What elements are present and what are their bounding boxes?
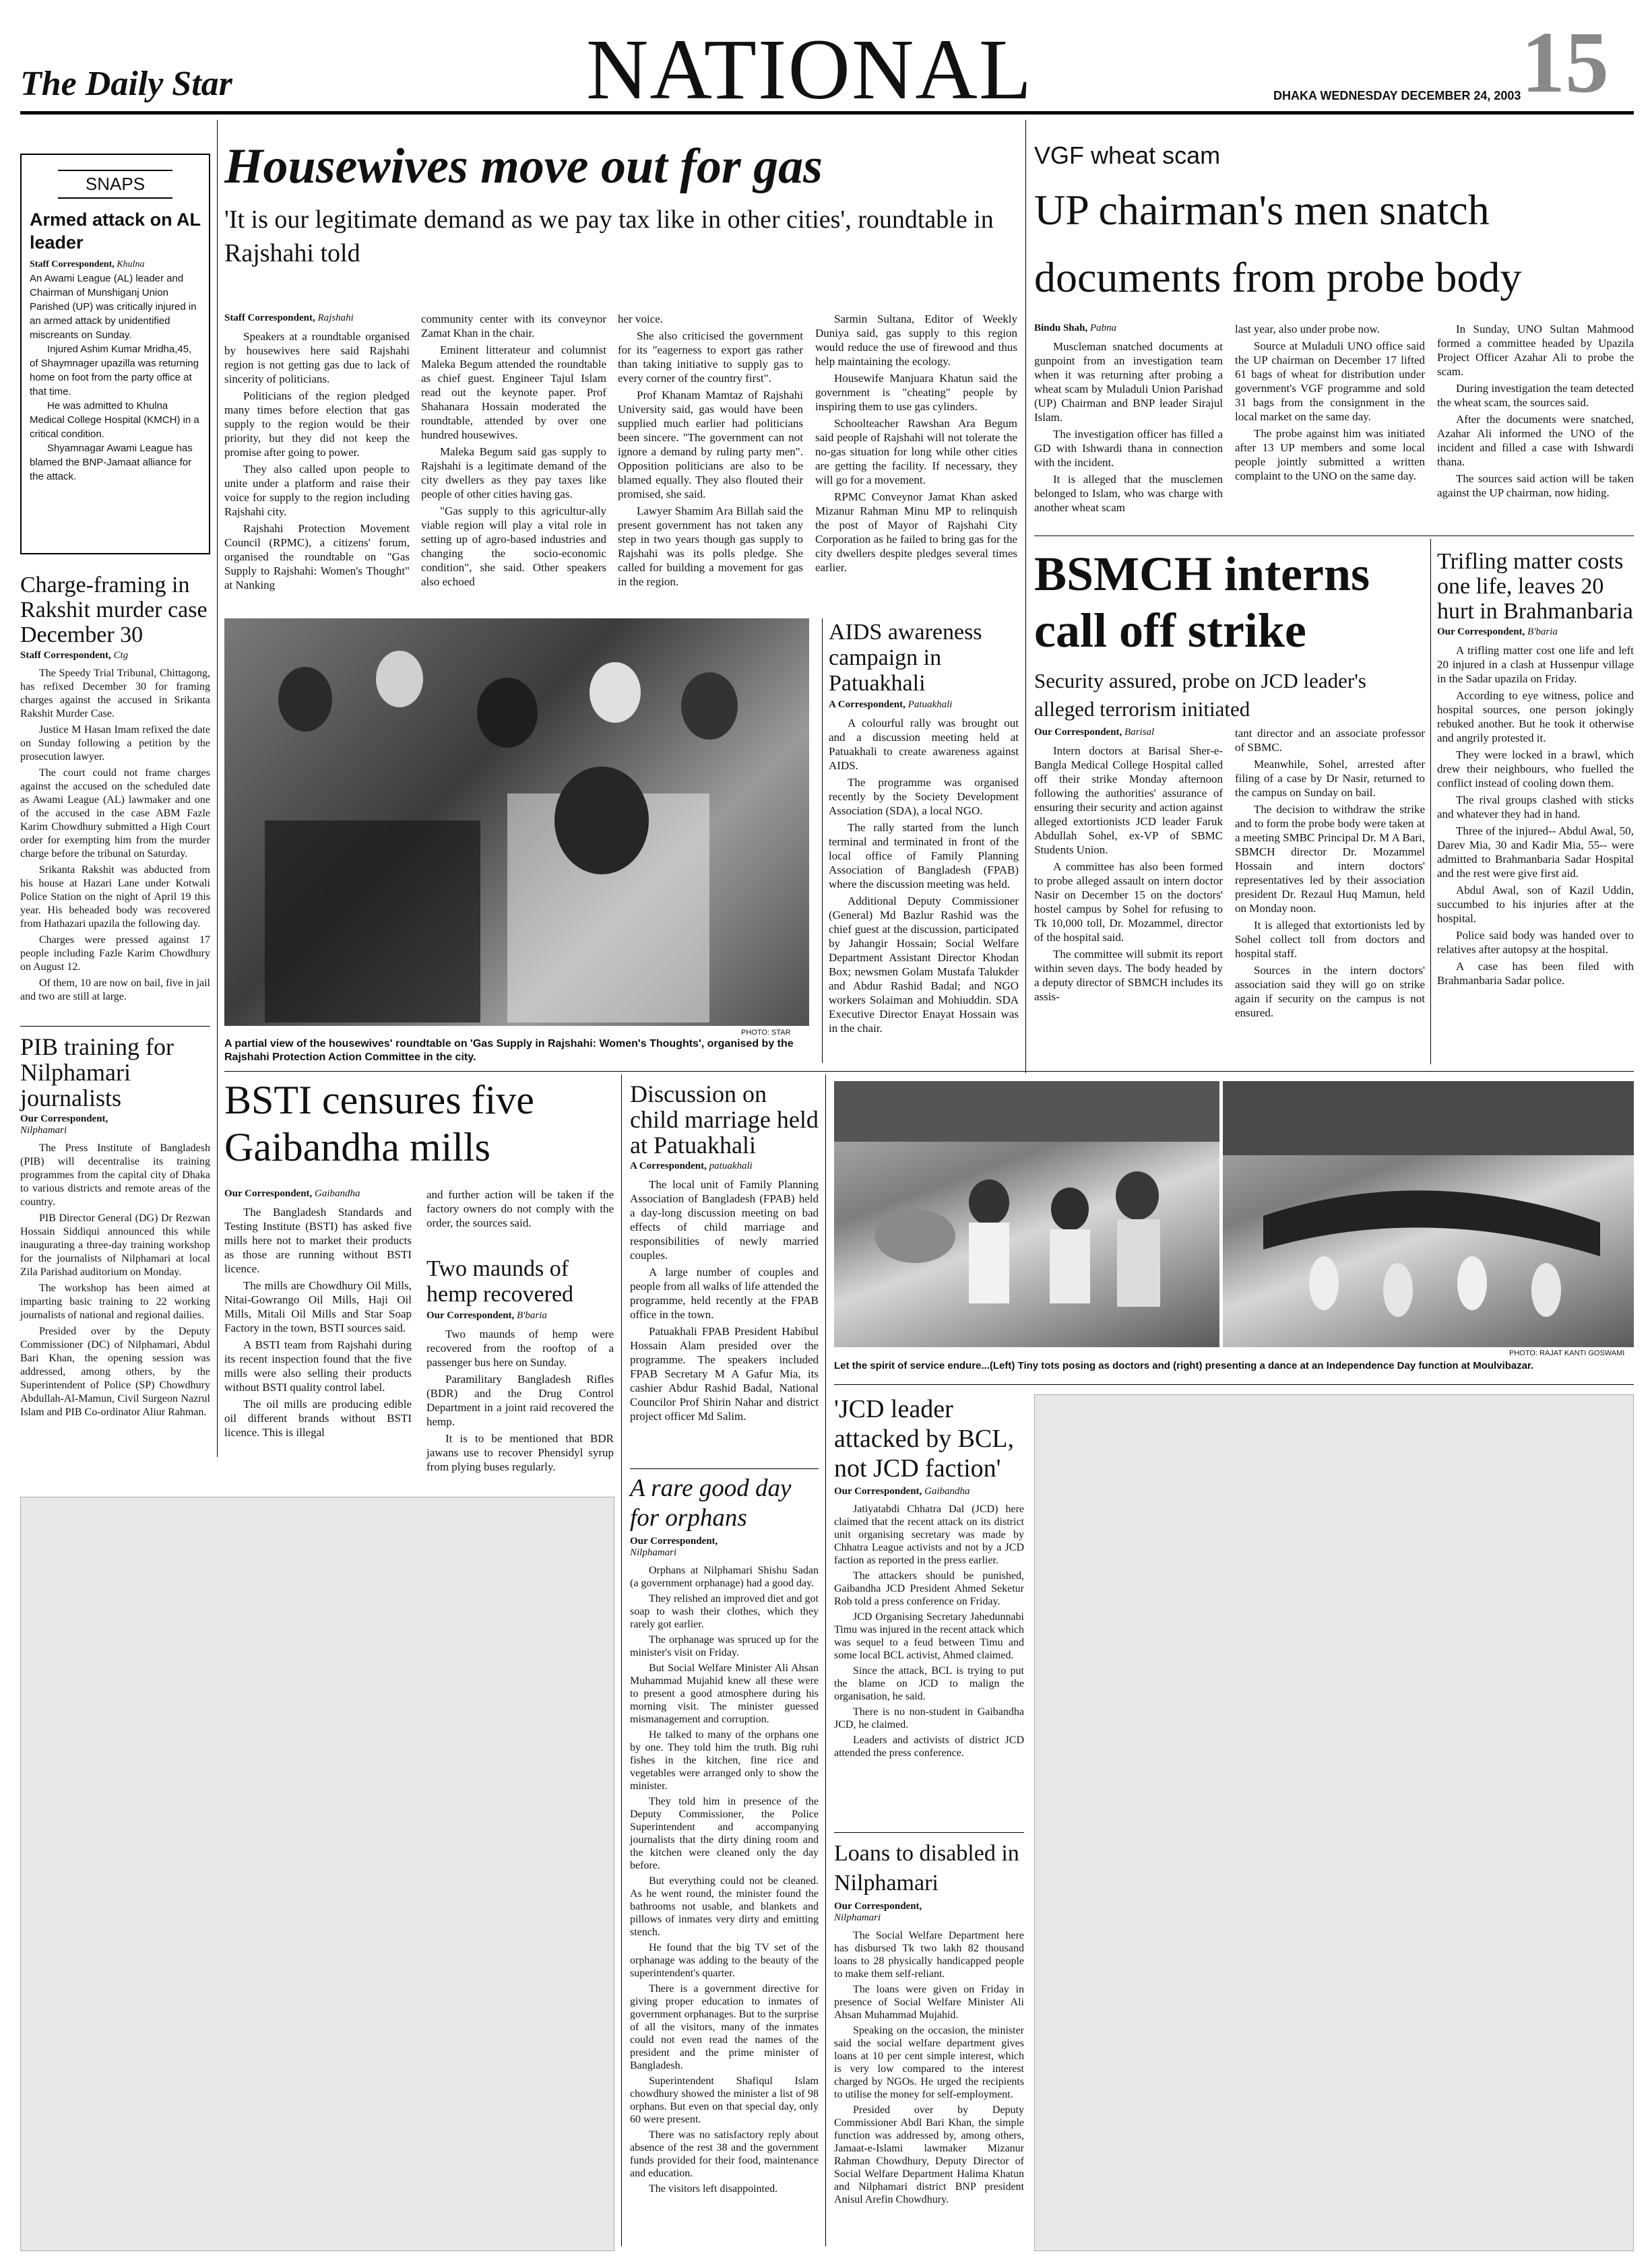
paragraph: The mills are Chowdhury Oil Mills, Nitai-Gowrango Oil Mills, Haji Oil Mills, Mitali Oil Mills and Star Soap Factory in the town, BSTI sources said. — [224, 1279, 412, 1334]
paragraph: Presided over by Deputy Commissioner Abdl Bari Khan, the simple function was addressed by, among others, Jamaat-e-Islami lawmaker Mizanur Rahman Chowdhury, Deputy Director of Social Welfare Department Halima Khatun and Nilphamari district BNP president Anisul Arefin Chowdhury. — [834, 2104, 1024, 2205]
paragraph: Source at Muladuli UNO office said the UP chairman on December 17 lifted 61 bags of wheat for distribution under government's VGF programme and sold 31 bags from the consignment in the local market on the same day. — [1235, 339, 1425, 423]
trifling-byline-place: B'baria — [1527, 626, 1558, 637]
vgf-story — [1034, 141, 1634, 311]
paragraph: Presided over by the Deputy Commissioner (DC) of Nilphamari, Abdul Bari Khan, the opening session was addressed, among others, by the Superintendent of Police (SP) Chowdhury Abdullah-Al-Mamun, Civil Surgeon Nazrul Islam and PIB Co-ordinator Aliur Rahman. — [20, 1326, 210, 1418]
paragraph: Police said body was handed over to relatives after autopsy at the hospital. — [1437, 929, 1634, 956]
roundtable-photo — [224, 618, 809, 1026]
bsti-headline: BSTI censures five Gaibandha mills — [224, 1078, 534, 1169]
paragraph: Schoolteacher Rawshan Ara Begum said people of Rajshahi will not tolerate the no-gas situation for long while other cities are getting the facility. If necessary, they will go for a movement. — [815, 417, 1017, 486]
paragraph: In Sunday, UNO Sultan Mahmood formed a committee headed by Upazila Project Officer Azahar Ali to probe the scam. — [1437, 323, 1634, 378]
paragraph: Eminent litterateur and columnist Maleka Begum attended the roundtable as chief guest. Engineer Tajul Islam read out the keynote paper. Prof Shahanara Hossain moderated the roundtable, attended by over one hundred housewives. — [421, 344, 606, 441]
snaps-byline-place: Khulna — [117, 259, 145, 269]
divider — [834, 1832, 1024, 1833]
tots-figures — [834, 1081, 1219, 1347]
paragraph: Sarmin Sultana, Editor of Weekly Duniya said, gas supply to this region would reduce the use of firewood and thus help maintaining the ecology. — [815, 313, 1017, 368]
bsmch-body-1 — [1034, 744, 1223, 1004]
bsti-story — [224, 1076, 615, 1171]
charge-story — [20, 573, 210, 1006]
paragraph: The committee will submit its report within seven days. The body headed by a deputy director of SBMCH includes its assis- — [1034, 948, 1223, 1003]
paragraph: They were locked in a brawl, which drew their neighbours, who fuelled the conflict instead of cooling down them. — [1437, 748, 1634, 789]
paragraph: There is a government directive for giving proper education to inmates of government orphanages. But to the surprise of all the visitors, many of the inmates could not even read the names of the president and the prime minister of Bangladesh. — [630, 1983, 819, 2071]
paragraph: Jatiyatabdi Chhatra Dal (JCD) here claimed that the recent attack on its district unit organising secretary was made by Chhatra League activists and not by a JCD faction as reported in the press earlier. — [834, 1503, 1024, 1566]
paragraph: Orphans at Nilphamari Shishu Sadan (a government orphanage) had a good day. — [630, 1565, 819, 1589]
gas-subhead: 'It is our legitimate demand as we pay tax like in other cities', roundtable in Rajshahi told — [224, 205, 994, 267]
paragraph: A large number of couples and people from all walks of life attended the programme, held recently at the FPAB office in the town. — [630, 1266, 819, 1321]
dance-photo-credit: PHOTO: RAJAT KANTI GOSWAMI — [1509, 1349, 1625, 1357]
paragraph: Housewife Manjuara Khatun said the government is "cheating" people by inspiring them to use gas cylinders. — [815, 372, 1017, 413]
roundtable-photo-credit: PHOTO: STAR — [741, 1029, 791, 1037]
gas-col-2 — [421, 312, 606, 591]
paragraph: They told him in presence of the Deputy Commissioner, the Police Superintendent and accompanying journalists that the dirty dining room and the kitchen were cleaned only the day before. — [630, 1796, 819, 1871]
paragraph: The loans were given on Friday in presence of Social Welfare Minister Ali Ahsan Muhammad Mujahid. — [834, 1984, 1024, 2021]
paragraph: During investigation the team detected the wheat scam, the sources said. — [1437, 382, 1634, 409]
bsti-byline — [224, 1188, 412, 1200]
pib-byline — [20, 1113, 210, 1136]
ad-space-left — [20, 1497, 614, 2251]
aids-body — [829, 716, 1019, 1035]
snaps-headline: Armed attack on AL leader — [30, 209, 201, 253]
loans-headline: Loans to disabled in Nilphamari — [834, 1841, 1019, 1896]
jcd-byline-text: Our Correspondent, — [834, 1486, 922, 1497]
pib-story — [20, 1034, 210, 1422]
roundtable-caption: A partial view of the housewives' roundtable on 'Gas Supply in Rajshahi: Women's Thoughts', organised by the Rajshahi Protection Action Committee in the city. — [224, 1038, 794, 1063]
photo-figures — [224, 618, 809, 1026]
charge-headline: Charge-framing in Rakshit murder case December 30 — [20, 573, 208, 647]
trifling-byline — [1437, 626, 1634, 638]
orphans-byline — [630, 1536, 819, 1559]
hemp-byline — [426, 1310, 614, 1322]
paragraph: But Social Welfare Minister Ali Ahsan Muhammad Mujahid knew all these were to present a good atmosphere during his morning visit. The minister guessed mismanagement and corruption. — [630, 1662, 819, 1725]
gas-col-3 — [618, 312, 803, 591]
paragraph: The Speedy Trial Tribunal, Chittagong, has refixed December 30 for framing charges against the accused in Srikanta Rakshit Murder Case. — [20, 668, 210, 719]
charge-body — [20, 667, 210, 1004]
paragraph: Maleka Begum said gas supply to Rajshahi is a legitimate demand of the city dwellers as they pay taxes like people of other cities having gas. — [421, 445, 606, 500]
paragraph: It is to be mentioned that BDR jawans use to recover Phensidyl syrup from plying buses regularly. — [426, 1432, 614, 1473]
tots-photo — [834, 1081, 1219, 1347]
charge-byline — [20, 650, 210, 661]
paragraph: Additional Deputy Commissioner (General) Md Bazlur Rashid was the chief guest at the discussion, participated by Jahangir Hossain; Social Welfare Department Assistant Director Khodan Box; newsmen Golam Mustafa Talukder and Abdur Rashid Badal; and NGO workers Solaiman and Mohiuddin. SDA Executive Director Enayat Hossain was in the chair. — [829, 895, 1019, 1035]
trifling-body — [1437, 643, 1634, 987]
paragraph: The orphanage was spruced up for the minister's visit on Friday. — [630, 1634, 819, 1658]
section-title: NATIONAL — [586, 22, 1033, 117]
orphans-byline-text: Our Correspondent, — [630, 1536, 718, 1547]
gas-col-4 — [815, 312, 1017, 577]
charge-byline-place: Ctg — [113, 650, 129, 661]
paragraph: There is no non-student in Gaibandha JCD, he claimed. — [834, 1706, 1024, 1730]
paragraph: An Awami League (AL) leader and Chairman of Munshiganj Union Parished (UP) was critically injured in an armed attack by unidentified miscreants on Sunday. — [30, 273, 197, 341]
paragraph: He was admitted to Khulna Medical College Hospital (KMCH) in a critical condition. — [30, 400, 199, 440]
masthead-rule — [20, 111, 1634, 115]
paragraph: Intern doctors at Barisal Sher-e-Bangla Medical College Hospital called off their strike Monday afternoon following the authorities' assurance of ensuring their security and action against alleged extortionists JCD leader Faruk Abdullah Sohel, ex-VP of SBMC Students Union. — [1034, 744, 1223, 856]
paragraph: community center with its conveynor Zamat Khan in the chair. — [421, 313, 606, 339]
paragraph: There was no satisfactory reply about absence of the rest 38 and the government funds provided for their food, maintenance and education. — [630, 2129, 819, 2179]
paragraph: Superintendent Shafiqul Islam chowdhury showed the minister a list of 98 orphans. But even on that special day, only 60 were present. — [630, 2075, 819, 2125]
pib-headline: PIB training for Nilphamari journalists — [20, 1033, 174, 1111]
column-rule — [1025, 120, 1026, 1073]
paragraph: A colourful rally was brought out and a discussion meeting held at Patuakhali to create awareness against AIDS. — [829, 717, 1019, 772]
paragraph: Meanwhile, Sohel, arrested after filing of a case by Dr Nasir, returned to the campus on Sunday on bail. — [1235, 758, 1425, 799]
paragraph: The investigation officer has filled a GD with Ishwardi thana in connection with the incident. — [1034, 428, 1223, 469]
jcd-headline: 'JCD leader attacked by BCL, not JCD faction' — [834, 1395, 1014, 1483]
bsti-byline-place: Gaibandha — [315, 1188, 360, 1199]
paragraph: A trifling matter cost one life and left 20 injured in a clash at Hussenpur village in the Sadar upazila on Friday. — [1437, 644, 1634, 685]
orphans-story — [630, 1474, 819, 2198]
paragraph: The workshop has been aimed at imparting basic training to 22 working journalists of national and regional dailies. — [20, 1283, 210, 1321]
bsmch-col-1 — [1034, 724, 1223, 1006]
hemp-byline-place: B'baria — [517, 1310, 547, 1321]
paragraph: The decision to withdraw the strike and to form the probe body were taken at a meeting SMBC Principal Dr. M A Bari, SBMCH director Dr. Mozammel Hossain and intern doctors' representatives led by their association president Dr. Rezaul Huq Mamun, held on Monday noon. — [1235, 803, 1425, 915]
loans-body — [834, 1929, 1024, 2206]
trifling-story — [1437, 549, 1634, 990]
loans-byline — [834, 1901, 1024, 1924]
child-body — [630, 1177, 819, 1423]
paragraph: It is alleged that extortionists led by Sohel collect toll from doctors and hospital staff. — [1235, 919, 1425, 960]
paragraph: Srikanta Rakshit was abducted from his house at Hazari Lane under Kotwali Police Station on the night of April 19 this year. His beheaded body was recovered from Hathazari upazila the following day. — [20, 864, 210, 930]
vgf-col-1 — [1034, 320, 1223, 517]
paragraph: The court could not frame charges against the accused on the scheduled date as Awami League (AL) lawmaker and one of the accused in the case ABM Fazle Karim Chowdhury submitted a High Court order for exempting him from the murder charge before the tribunal on Saturday. — [20, 767, 210, 860]
vgf-col-2 — [1235, 322, 1425, 486]
charge-byline-text: Staff Correspondent, — [20, 650, 111, 661]
aids-byline-text: A Correspondent, — [829, 699, 906, 710]
jcd-byline-place: Gaibandha — [924, 1486, 970, 1497]
paragraph: Speaking on the occasion, the minister said the social welfare department gives loans at 10 per cent simple interest, which is very low compared to the interest charged by NGOs. He urged the recipients to utilise the money for self-employment. — [834, 2025, 1024, 2100]
loans-byline-place: Nilphamari — [834, 1912, 881, 1923]
bsmch-byline-place: Barisal — [1124, 727, 1155, 738]
divider — [20, 1026, 210, 1027]
paragraph: Prof Khanam Mamtaz of Rajshahi University said, gas would have been supplied much earlier had politicians been sincere. "The government can not ignore a demand by ruling party men". Opposition politicians are also to be blamed equally. They also flouted their promised, she said. — [618, 389, 803, 500]
paragraph: Three of the injured-- Abdul Awal, 50, Darev Mia, 30 and Kadir Mia, 55-- were admitted to Brahmanbaria Sadar Hospital and the rest were give first aid. — [1437, 824, 1634, 880]
paragraph: Injured Ashim Kumar Mridha,45, of Shaymnager upazilla was returning home on foot from the party office at that time. — [30, 344, 199, 397]
bsti-body-1 — [224, 1205, 412, 1439]
bsti-byline-text: Our Correspondent, — [224, 1188, 313, 1199]
hemp-body — [426, 1327, 614, 1474]
paragraph: He found that the big TV set of the orphanage was adding to the beauty of the superintendent's quarter. — [630, 1942, 819, 1979]
paragraph: The oil mills are producing edible oil different brands without BSTI licence. This is illegal — [224, 1398, 412, 1439]
paragraph: Muscleman snatched documents at gunpoint from an investigation team when it was returning after probing a wheat scam by Muladuli Union Parishad (UP) Chairman and BNP leader Sirajul Islam. — [1034, 340, 1223, 424]
gas-byline — [224, 313, 410, 324]
paragraph: She also criticised the government for its "eagerness to export gas rather than taking initiative to supply gas to every corner of the country first". — [618, 329, 803, 385]
hemp-headline: Two maunds of hemp recovered — [426, 1256, 574, 1307]
hemp-story — [426, 1256, 614, 1477]
paragraph: The Bangladesh Standards and Testing Institute (BSTI) has asked five mills here not to market their products as those are running without BSTI licence. — [224, 1206, 412, 1275]
gas-story — [224, 138, 1021, 270]
vgf-byline — [1034, 323, 1223, 334]
paragraph: The attackers should be punished, Gaibandha JCD President Ahmed Seketur Rob told a press conference on Friday. — [834, 1570, 1024, 1607]
aids-headline: AIDS awareness campaign in Patuakhali — [829, 620, 982, 696]
paragraph: and further action will be taken if the factory owners do not comply with the order, the sources said. — [426, 1188, 614, 1229]
vgf-col-3 — [1437, 322, 1634, 503]
bsti-col-1 — [224, 1186, 412, 1442]
aids-story — [829, 620, 1019, 1038]
paragraph: Since the attack, BCL is trying to put the blame on JCD to malign the organisation, he said. — [834, 1665, 1024, 1702]
paragraph: They also called upon people to unite under a platform and raise their voice for supply to the region including Rajshahi city. — [224, 463, 410, 518]
bsmch-story — [1034, 546, 1425, 723]
divider — [630, 1468, 819, 1469]
orphans-headline: A rare good day for orphans — [630, 1475, 792, 1532]
bsmch-byline — [1034, 727, 1223, 738]
bsmch-subhead: Security assured, probe on JCD leader's alleged terrorism initiated — [1034, 669, 1366, 721]
dance-figures — [1223, 1081, 1634, 1347]
child-story — [630, 1081, 819, 1426]
paragraph: He talked to many of the orphans one by one. They told him the truth. Big ruhi fishes in the kitchen, fine rice and vegetables were arranged only to show the minister. — [630, 1729, 819, 1792]
dance-caption: Let the spirit of service endure...(Left) Tiny tots posing as doctors and (right) presenting a dance at an Independence Day function at Moulvibazar. — [834, 1360, 1534, 1371]
paragraph: The Press Institute of Bangladesh (PIB) will decentralise its training programmes from the capital city of Dhaka to various districts and remote areas of the country. — [20, 1142, 210, 1208]
paragraph: last year, also under probe now. — [1235, 323, 1380, 335]
paragraph: tant director and an associate professor of SBMC. — [1235, 727, 1425, 754]
bsti-col-2 — [426, 1188, 614, 1233]
snaps-byline — [30, 259, 201, 270]
loans-byline-text: Our Correspondent, — [834, 1901, 922, 1912]
ad-space-right — [1034, 1394, 1634, 2251]
snaps-byline-text: Staff Correspondent, — [30, 259, 115, 269]
pib-byline-place: Nilphamari — [20, 1125, 67, 1136]
divider — [224, 1071, 1634, 1072]
child-byline-place: patuakhali — [709, 1161, 753, 1171]
divider — [834, 1384, 1634, 1385]
gas-byline-place: Rajshahi — [317, 313, 354, 323]
paragraph: According to eye witness, police and hospital sources, one person jokingly rebuked another. But he took it otherwise and angrily protested it. — [1437, 689, 1634, 744]
paragraph: The rival groups clashed with sticks and whatever they had in hand. — [1437, 793, 1634, 820]
snaps-label: SNAPS — [58, 170, 172, 199]
vgf-body-1 — [1034, 339, 1223, 515]
paragraph: "Gas supply to this agricultur-ally viable region will play a vital role in setting up of agro-based industries and changing the socio-economic condition", she said. Other speakers also echoed — [421, 505, 606, 588]
pib-byline-text: Our Correspondent, — [20, 1113, 108, 1124]
aids-byline — [829, 699, 1019, 711]
orphans-body — [630, 1564, 819, 2195]
paragraph: PIB Director General (DG) Dr Rezwan Hossain Siddiqui announced this while inaugurating a three-day training workshop for the journalists of Nilphamari at local Zila Parishad auditorium on Monday. — [20, 1212, 210, 1278]
paragraph: It is alleged that the musclemen belonged to Islam, who was charge with another wheat scam — [1034, 473, 1223, 514]
gas-byline-text: Staff Correspondent, — [224, 313, 315, 323]
pib-body — [20, 1142, 210, 1419]
jcd-body — [834, 1503, 1024, 1759]
column-rule — [822, 618, 823, 1063]
jcd-byline — [834, 1486, 1024, 1497]
paragraph: The Social Welfare Department here has disbursed Tk two lakh 82 thousand loans to 28 physically handicapped people to make them self-reliant. — [834, 1930, 1024, 1980]
paragraph: The programme was organised recently by the Society Development Association (SDA), a local NGO. — [829, 776, 1019, 817]
paragraph: Justice M Hasan Imam refixed the date on Sunday following a petition by the prosecution lawyer. — [20, 724, 210, 763]
snaps-text — [30, 271, 201, 484]
snaps-box — [20, 154, 210, 554]
gas-col-1 — [224, 310, 410, 595]
paragraph: The rally started from the lunch terminal and terminated in front of the local office of Family Planning Association of Bangladesh (FPAB) where the discussion meeting was held. — [829, 821, 1019, 890]
aids-byline-place: Patuakhali — [908, 699, 953, 710]
paper-logo: The Daily Star — [20, 65, 232, 103]
paragraph: A case has been filed with Brahmanbaria Sadar police. — [1437, 960, 1634, 987]
gas-headline: Housewives move out for gas — [224, 139, 823, 194]
paragraph: The probe against him was initiated after 13 UP members and some local people jointly submitted a written complaint to the UNO on the same day. — [1235, 427, 1425, 482]
paragraph: After the documents were snatched, Azahar Ali informed the UNO of the incident and filled a case with Ishwardi thana. — [1437, 413, 1634, 468]
child-byline-text: A Correspondent, — [630, 1161, 707, 1171]
paragraph: RPMC Conveynor Jamat Khan asked Mizanur Rahman Minu MP to relinquish the post of Mayor of Rajshahi City Corporation as he failed to bring gas for the city dwellers despite pledges several times earlier. — [815, 490, 1017, 574]
column-rule — [621, 1074, 622, 2246]
paragraph: Sources in the intern doctors' association said they will go on strike again if security on the campus is not ensured. — [1235, 964, 1425, 1019]
paragraph: Rajshahi Protection Movement Council (RPMC), a citizens' forum, organised the roundtable on "Gas Supply to Rajshahi: Women's Thought" at Nanking — [224, 522, 410, 591]
trifling-headline: Trifling matter costs one life, leaves 20 hurt in Brahmanbaria — [1437, 549, 1633, 624]
paragraph: JCD Organising Secretary Jahedunnabi Timu was injured in the recent attack which was sequel to a feud between Timu and some local BCL activist, Ahmed claimed. — [834, 1611, 1024, 1661]
bsmch-col-2 — [1235, 726, 1425, 1023]
paragraph: Two maunds of hemp were recovered from the rooftop of a passenger bus here on Sunday. — [426, 1328, 614, 1369]
paragraph: Charges were pressed against 17 people including Fazle Karim Chowdhury on August 12. — [20, 934, 210, 973]
loans-story — [834, 1839, 1024, 2209]
vgf-headline: UP chairman's men snatch documents from probe body — [1034, 186, 1522, 301]
paragraph: Patuakhali FPAB President Habibul Hossain Alam presided over the programme. The speakers included FPAB Secretary M A Gafur Mia, its cashier Abdur Rashid Badal, National Councilor Prof Shirin Nahar and district project officer Md Salim. — [630, 1325, 819, 1423]
orphans-byline-place: Nilphamari — [630, 1547, 677, 1558]
paragraph: A BSTI team from Rajshahi during its recent inspection found that the five mills were also selling their products without BSTI quality control label. — [224, 1338, 412, 1394]
bsmch-byline-text: Our Correspondent, — [1034, 727, 1122, 738]
hemp-byline-text: Our Correspondent, — [426, 1310, 515, 1321]
paragraph: Leaders and activists of district JCD attended the press conference. — [834, 1735, 1024, 1759]
paragraph: The visitors left disappointed. — [649, 2183, 778, 2195]
bsmch-headline: BSMCH interns call off strike — [1034, 547, 1370, 657]
paragraph: Of them, 10 are now on bail, five in jail and two are still at large. — [20, 977, 210, 1002]
dance-photo — [1223, 1081, 1634, 1347]
jcd-story — [834, 1394, 1024, 1762]
vgf-byline-place: Pabna — [1089, 323, 1117, 333]
paragraph: But everything could not be cleaned. As he went round, the minister found the bathrooms not usable, and blankets and pillows of inmates very dirty and emitting stench. — [630, 1875, 819, 1938]
child-byline — [630, 1161, 819, 1172]
column-rule — [1430, 539, 1431, 1064]
paragraph: her voice. — [618, 313, 664, 325]
paragraph: The local unit of Family Planning Association of Bangladesh (FPAB) held a day-long discussion meeting on bad effects of child marriage and responsibilities of newly married couples. — [630, 1178, 819, 1262]
paragraph: Abdul Awal, son of Kazil Uddin, succumbed to his injuries after at the hospital. — [1437, 884, 1634, 925]
dateline: DHAKA WEDNESDAY DECEMBER 24, 2003 — [1273, 89, 1521, 102]
paragraph: They relished an improved diet and got soap to wash their clothes, which they rarely got earlier. — [630, 1593, 819, 1630]
paragraph: A committee has also been formed to probe alleged assault on intern doctor Nasir on December 15 on the doctors' hostel campus by Sohel for refusing to Tk 10,000 toll, Dr. Mozammel, director of the hospital said. — [1034, 860, 1223, 944]
paragraph: Paramilitary Bangladesh Rifles (BDR) and the Drug Control Department in a joint raid recovered the hemp. — [426, 1373, 614, 1428]
vgf-byline-text: Bindu Shah, — [1034, 323, 1088, 333]
column-rule — [825, 1074, 826, 2246]
paragraph: Speakers at a roundtable organised by housewives here said Rajshahi region is not getting gas due to lack of sincerity of politicians. — [224, 330, 410, 385]
paragraph: Politicians of the region pledged many times before election that gas supply to the region would be their priority, but they did not keep the promise after going to power. — [224, 389, 410, 459]
trifling-byline-text: Our Correspondent, — [1437, 626, 1525, 637]
paragraph: Shyamnagar Awami League has blamed the BNP-Jamaat alliance for the attack. — [30, 443, 193, 482]
paragraph: Lawyer Shamim Ara Billah said the present government has not taken any step in two years though gas supply to Rajshahi was its polls pledge. She called for building a movement for gas in the region. — [618, 505, 803, 588]
column-rule — [217, 120, 218, 1457]
paragraph: The sources said action will be taken against the UP chairman, now hiding. — [1437, 472, 1634, 499]
vgf-kicker: VGF wheat scam — [1034, 141, 1221, 169]
child-headline: Discussion on child marriage held at Patuakhali — [630, 1080, 819, 1159]
gas-body-1 — [224, 329, 410, 592]
page-number: 15 — [1521, 14, 1609, 111]
